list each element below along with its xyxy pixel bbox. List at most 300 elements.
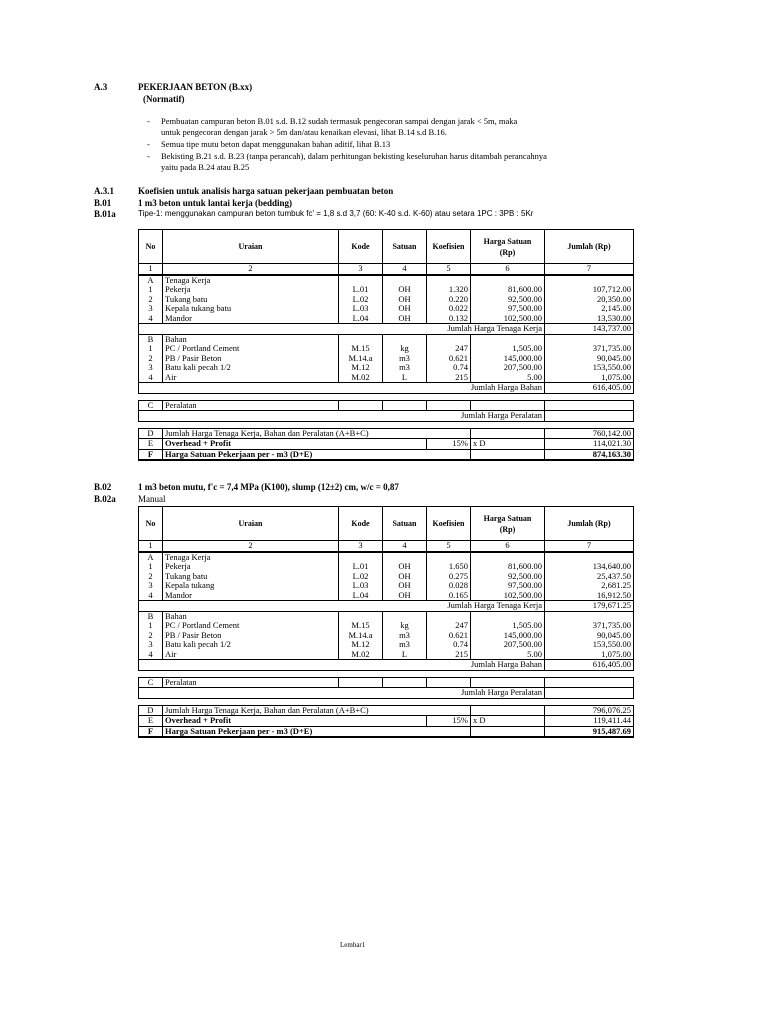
empty-cell (139, 670, 163, 677)
empty-cell (471, 400, 545, 411)
col-harga-line2: (Rp) (499, 524, 516, 534)
row-value: 114,021.30 (545, 439, 634, 450)
total-d-row (139, 428, 634, 439)
spacer-row (139, 698, 634, 705)
equipment-row (139, 677, 634, 688)
item-satuan: OH (383, 304, 427, 314)
item-kode: M.02 (339, 373, 383, 383)
item-harga: 207,500.00 (471, 640, 545, 650)
empty-cell (383, 611, 427, 621)
item-jumlah: 134,640.00 (545, 562, 634, 572)
sheet-label: Lembar1 (340, 941, 366, 949)
item-no: 4 (139, 591, 163, 601)
equipment-row (139, 400, 634, 411)
subtotal-value: 179,671.25 (545, 601, 634, 612)
item-jumlah: 371,735.00 (545, 344, 634, 354)
col-number: 5 (427, 264, 471, 275)
group-header-row (139, 275, 634, 286)
empty-cell (339, 393, 383, 400)
col-satuan: Satuan (383, 507, 427, 541)
empty-cell (471, 552, 545, 563)
table-row (139, 373, 634, 383)
col-number: 2 (163, 541, 339, 552)
row-letter: E (139, 716, 163, 727)
item-kode: L.03 (339, 304, 383, 314)
item-jumlah: 13,530.00 (545, 314, 634, 324)
empty-cell (339, 421, 383, 428)
empty-cell (471, 611, 545, 621)
note-line: Pembuatan campuran beton B.01 s.d. B.12 sudah termasuk pengecoran sampai dengan jarak < 5m, maka (161, 116, 518, 126)
empty-cell (339, 552, 383, 563)
overhead-basis: x D (471, 716, 545, 727)
labor-total-row (139, 601, 634, 612)
table-row (139, 650, 634, 660)
item-satuan: m3 (383, 631, 427, 641)
col-koefisien: Koefisien (427, 507, 471, 541)
item-name: Kepala tukang (163, 581, 339, 591)
item-satuan: L (383, 373, 427, 383)
item-harga: 145,000.00 (471, 631, 545, 641)
empty-cell (383, 400, 427, 411)
row-label: Harga Satuan Pekerjaan per - m3 (D+E) (163, 449, 471, 460)
item-harga: 97,500.00 (471, 304, 545, 314)
item-koef: 0.74 (427, 640, 471, 650)
item-koef: 0.74 (427, 363, 471, 373)
subtotal-value: 616,405.00 (545, 383, 634, 394)
col-number: 4 (383, 264, 427, 275)
section-code: A.3 (94, 82, 108, 92)
col-number: 4 (383, 541, 427, 552)
equipment-total-row (139, 688, 634, 699)
empty-cell (545, 393, 634, 400)
item-kode: L.04 (339, 591, 383, 601)
row-label: Overhead + Profit (163, 439, 427, 450)
col-kode: Kode (339, 230, 383, 264)
equipment-total-row (139, 411, 634, 422)
table-header-row (139, 507, 634, 541)
empty-cell (427, 677, 471, 688)
row-label: Harga Satuan Pekerjaan per - m3 (D+E) (163, 726, 471, 737)
section-title: PEKERJAAN BETON (B.xx) (138, 82, 253, 92)
row-letter: E (139, 439, 163, 450)
table-row (139, 295, 634, 305)
item-kode: M.15 (339, 344, 383, 354)
spacer-row (139, 393, 634, 400)
col-no: No (139, 507, 163, 541)
empty-cell (545, 421, 634, 428)
total-f-row (139, 449, 634, 460)
col-jumlah: Jumlah (Rp) (545, 230, 634, 264)
group-header-row (139, 552, 634, 563)
subtotal-label: Jumlah Harga Bahan (139, 660, 545, 671)
col-number: 1 (139, 264, 163, 275)
empty-cell (339, 677, 383, 688)
col-number: 3 (339, 541, 383, 552)
empty-cell (163, 421, 339, 428)
item-jumlah: 16,912.50 (545, 591, 634, 601)
subsection-code: A.3.1 (94, 186, 114, 196)
spacer-row (139, 421, 634, 428)
item-name: Pekerja (163, 285, 339, 295)
item-kode: M.14.a (339, 631, 383, 641)
col-number: 3 (339, 264, 383, 275)
item-satuan: kg (383, 344, 427, 354)
block-code: B.02 (94, 482, 112, 492)
item-jumlah: 107,712.00 (545, 285, 634, 295)
subtotal-label: Jumlah Harga Peralatan (139, 411, 545, 422)
item-koef: 0.165 (427, 591, 471, 601)
empty-cell (545, 698, 634, 705)
empty-cell (427, 421, 471, 428)
subtotal-label: Jumlah Harga Peralatan (139, 688, 545, 699)
table-row (139, 631, 634, 641)
row-label: Jumlah Harga Tenaga Kerja, Bahan dan Peralatan (A+B+C) (163, 428, 471, 439)
item-harga: 207,500.00 (471, 363, 545, 373)
row-letter: D (139, 705, 163, 716)
item-name: Batu kali pecah 1/2 (163, 640, 339, 650)
item-name: Batu kali pecah 1/2 (163, 363, 339, 373)
item-satuan: OH (383, 572, 427, 582)
group-name: Tenaga Kerja (163, 552, 339, 563)
total-e-row (139, 439, 634, 450)
empty-cell (383, 421, 427, 428)
table-row (139, 591, 634, 601)
item-harga: 102,500.00 (471, 314, 545, 324)
group-header-row (139, 334, 634, 344)
group-name: Bahan (163, 611, 339, 621)
empty-cell (471, 428, 545, 439)
group-name: Peralatan (163, 677, 339, 688)
group-letter: C (139, 400, 163, 411)
item-kode: L.02 (339, 572, 383, 582)
empty-cell (139, 393, 163, 400)
empty-cell (471, 726, 545, 737)
row-letter: F (139, 449, 163, 460)
empty-cell (427, 400, 471, 411)
item-no: 3 (139, 363, 163, 373)
item-harga: 81,600.00 (471, 285, 545, 295)
item-koef: 0.220 (427, 295, 471, 305)
item-jumlah: 20,350.00 (545, 295, 634, 305)
empty-cell (471, 677, 545, 688)
item-jumlah: 90,045.00 (545, 631, 634, 641)
empty-cell (427, 552, 471, 563)
item-kode: L.01 (339, 562, 383, 572)
empty-cell (471, 449, 545, 460)
empty-cell (339, 400, 383, 411)
item-no: 1 (139, 344, 163, 354)
row-value: 874,163.30 (545, 449, 634, 460)
group-letter: B (139, 611, 163, 621)
block-sub-code: B.02a (94, 494, 116, 504)
group-name: Tenaga Kerja (163, 275, 339, 286)
material-total-row (139, 383, 634, 394)
item-kode: M.02 (339, 650, 383, 660)
empty-cell (383, 334, 427, 344)
group-name: Bahan (163, 334, 339, 344)
item-no: 3 (139, 304, 163, 314)
note-line: Bekisting B.21 s.d. B.23 (tanpa perancah), dalam perhitungan bekisting keseluruhan harus ditambah perancahnya (161, 151, 547, 161)
item-no: 4 (139, 650, 163, 660)
note-dash: - (147, 139, 150, 149)
empty-cell (471, 275, 545, 286)
empty-cell (545, 275, 634, 286)
block-title: 1 m3 beton untuk lantai kerja (bedding) (138, 198, 293, 208)
item-name: Pekerja (163, 562, 339, 572)
empty-cell (339, 334, 383, 344)
subtotal-value: 143,737.00 (545, 324, 634, 335)
item-satuan: kg (383, 621, 427, 631)
item-harga: 5.00 (471, 650, 545, 660)
empty-cell (383, 698, 427, 705)
total-e-row (139, 716, 634, 727)
empty-cell (471, 393, 545, 400)
item-koef: 0.275 (427, 572, 471, 582)
item-koef: 0.022 (427, 304, 471, 314)
item-no: 4 (139, 314, 163, 324)
item-no: 2 (139, 572, 163, 582)
item-harga: 92,500.00 (471, 572, 545, 582)
col-number: 6 (471, 541, 545, 552)
empty-cell (471, 334, 545, 344)
empty-cell (545, 334, 634, 344)
table-row (139, 363, 634, 373)
item-no: 2 (139, 354, 163, 364)
empty-cell (545, 677, 634, 688)
item-koef: 0.621 (427, 354, 471, 364)
empty-cell (471, 421, 545, 428)
item-name: Tukang batu (163, 572, 339, 582)
item-satuan: OH (383, 285, 427, 295)
group-letter: A (139, 552, 163, 563)
col-harga-line2: (Rp) (499, 247, 516, 257)
item-kode: L.04 (339, 314, 383, 324)
row-label: Jumlah Harga Tenaga Kerja, Bahan dan Peralatan (A+B+C) (163, 705, 471, 716)
item-kode: M.12 (339, 640, 383, 650)
item-koef: 215 (427, 650, 471, 660)
empty-cell (339, 670, 383, 677)
overhead-pct: 15% (427, 716, 471, 727)
empty-cell (139, 421, 163, 428)
empty-cell (427, 393, 471, 400)
block-title: 1 m3 beton mutu, f'c = 7,4 MPa (K100), slump (12±2) cm, w/c = 0,87 (138, 482, 399, 492)
empty-cell (339, 698, 383, 705)
col-satuan: Satuan (383, 230, 427, 264)
empty-cell (545, 400, 634, 411)
item-no: 2 (139, 631, 163, 641)
subtotal-value (545, 411, 634, 422)
item-harga: 5.00 (471, 373, 545, 383)
note-dash: - (147, 151, 150, 161)
item-name: PC / Portland Cement (163, 344, 339, 354)
item-name: Mandor (163, 591, 339, 601)
item-name: Air (163, 373, 339, 383)
overhead-pct: 15% (427, 439, 471, 450)
spacer-row (139, 670, 634, 677)
item-koef: 0.028 (427, 581, 471, 591)
group-name: Peralatan (163, 400, 339, 411)
empty-cell (383, 393, 427, 400)
item-jumlah: 90,045.00 (545, 354, 634, 364)
row-value: 796,076.25 (545, 705, 634, 716)
empty-cell (383, 275, 427, 286)
row-label: Overhead + Profit (163, 716, 427, 727)
material-total-row (139, 660, 634, 671)
item-kode: L.01 (339, 285, 383, 295)
empty-cell (471, 698, 545, 705)
col-number: 7 (545, 541, 634, 552)
col-harga-satuan (471, 507, 545, 541)
block-sub-title: Manual (138, 494, 166, 504)
item-kode: L.02 (339, 295, 383, 305)
empty-cell (427, 670, 471, 677)
empty-cell (427, 698, 471, 705)
empty-cell (471, 670, 545, 677)
total-f-row (139, 726, 634, 737)
col-kode: Kode (339, 507, 383, 541)
col-harga-line1: Harga Satuan (483, 236, 532, 246)
item-no: 3 (139, 640, 163, 650)
item-kode: L.03 (339, 581, 383, 591)
table-row (139, 314, 634, 324)
item-jumlah: 1,075.00 (545, 650, 634, 660)
note-line: yaitu pada B.24 atau B.25 (161, 162, 250, 172)
table-row (139, 562, 634, 572)
empty-cell (383, 552, 427, 563)
item-harga: 97,500.00 (471, 581, 545, 591)
table-header-row (139, 230, 634, 264)
item-jumlah: 2,681.25 (545, 581, 634, 591)
empty-cell (383, 677, 427, 688)
item-kode: M.12 (339, 363, 383, 373)
item-satuan: L (383, 650, 427, 660)
item-name: Kepala tukang batu (163, 304, 339, 314)
row-letter: D (139, 428, 163, 439)
item-jumlah: 1,075.00 (545, 373, 634, 383)
col-uraian: Uraian (163, 507, 339, 541)
table-row (139, 344, 634, 354)
empty-cell (427, 275, 471, 286)
empty-cell (545, 670, 634, 677)
col-number: 5 (427, 541, 471, 552)
empty-cell (427, 334, 471, 344)
item-name: PB / Pasir Beton (163, 631, 339, 641)
item-jumlah: 25,437.50 (545, 572, 634, 582)
table-row (139, 621, 634, 631)
item-jumlah: 2,145.00 (545, 304, 634, 314)
empty-cell (163, 393, 339, 400)
col-no: No (139, 230, 163, 264)
subsection-title: Koefisien untuk analisis harga satuan pekerjaan pembuatan beton (138, 186, 394, 196)
item-koef: 247 (427, 344, 471, 354)
item-jumlah: 153,550.00 (545, 363, 634, 373)
table-row (139, 285, 634, 295)
item-harga: 92,500.00 (471, 295, 545, 305)
item-no: 1 (139, 621, 163, 631)
block-sub-title: Tipe-1: menggunakan campuran beton tumbuk fc' = 1,8 s.d 3,7 (60: K-40 s.d. K-60) atau setara 1PC : 3PB : 5Kr (138, 209, 534, 218)
item-jumlah: 153,550.00 (545, 640, 634, 650)
col-koefisien: Koefisien (427, 230, 471, 264)
empty-cell (471, 705, 545, 716)
empty-cell (339, 275, 383, 286)
item-kode: M.15 (339, 621, 383, 631)
empty-cell (545, 552, 634, 563)
subtotal-label: Jumlah Harga Bahan (139, 383, 545, 394)
total-d-row (139, 705, 634, 716)
empty-cell (163, 670, 339, 677)
item-satuan: m3 (383, 640, 427, 650)
item-satuan: OH (383, 295, 427, 305)
item-name: PC / Portland Cement (163, 621, 339, 631)
item-harga: 1,505.00 (471, 621, 545, 631)
col-uraian: Uraian (163, 230, 339, 264)
labor-total-row (139, 324, 634, 335)
item-no: 3 (139, 581, 163, 591)
column-number-row (139, 541, 634, 552)
item-satuan: m3 (383, 363, 427, 373)
column-number-row (139, 264, 634, 275)
item-harga: 102,500.00 (471, 591, 545, 601)
item-no: 4 (139, 373, 163, 383)
overhead-basis: x D (471, 439, 545, 450)
row-value: 760,142.00 (545, 428, 634, 439)
table-row (139, 640, 634, 650)
row-value: 915,487.69 (545, 726, 634, 737)
empty-cell (163, 698, 339, 705)
item-jumlah: 371,735.00 (545, 621, 634, 631)
block-sub-code: B.01a (94, 209, 116, 219)
item-name: PB / Pasir Beton (163, 354, 339, 364)
col-number: 7 (545, 264, 634, 275)
group-letter: B (139, 334, 163, 344)
subtotal-value (545, 688, 634, 699)
subtotal-label: Jumlah Harga Tenaga Kerja (139, 324, 545, 335)
note-dash: - (147, 116, 150, 126)
item-name: Tukang batu (163, 295, 339, 305)
item-koef: 1.320 (427, 285, 471, 295)
row-letter: F (139, 726, 163, 737)
empty-cell (139, 698, 163, 705)
col-number: 1 (139, 541, 163, 552)
item-harga: 81,600.00 (471, 562, 545, 572)
item-koef: 0.621 (427, 631, 471, 641)
item-koef: 215 (427, 373, 471, 383)
item-harga: 145,000.00 (471, 354, 545, 364)
section-subtitle: (Normatif) (143, 94, 185, 104)
item-satuan: OH (383, 314, 427, 324)
table-row (139, 304, 634, 314)
item-satuan: OH (383, 591, 427, 601)
group-letter: A (139, 275, 163, 286)
subtotal-value: 616,405.00 (545, 660, 634, 671)
item-no: 2 (139, 295, 163, 305)
col-number: 2 (163, 264, 339, 275)
empty-cell (383, 670, 427, 677)
item-kode: M.14.a (339, 354, 383, 364)
item-no: 1 (139, 562, 163, 572)
item-name: Mandor (163, 314, 339, 324)
block-code: B.01 (94, 198, 112, 208)
subtotal-label: Jumlah Harga Tenaga Kerja (139, 601, 545, 612)
item-no: 1 (139, 285, 163, 295)
item-satuan: OH (383, 581, 427, 591)
price-analysis-table (138, 229, 634, 461)
empty-cell (545, 611, 634, 621)
table-row (139, 572, 634, 582)
group-letter: C (139, 677, 163, 688)
col-harga-satuan (471, 230, 545, 264)
table-row (139, 581, 634, 591)
